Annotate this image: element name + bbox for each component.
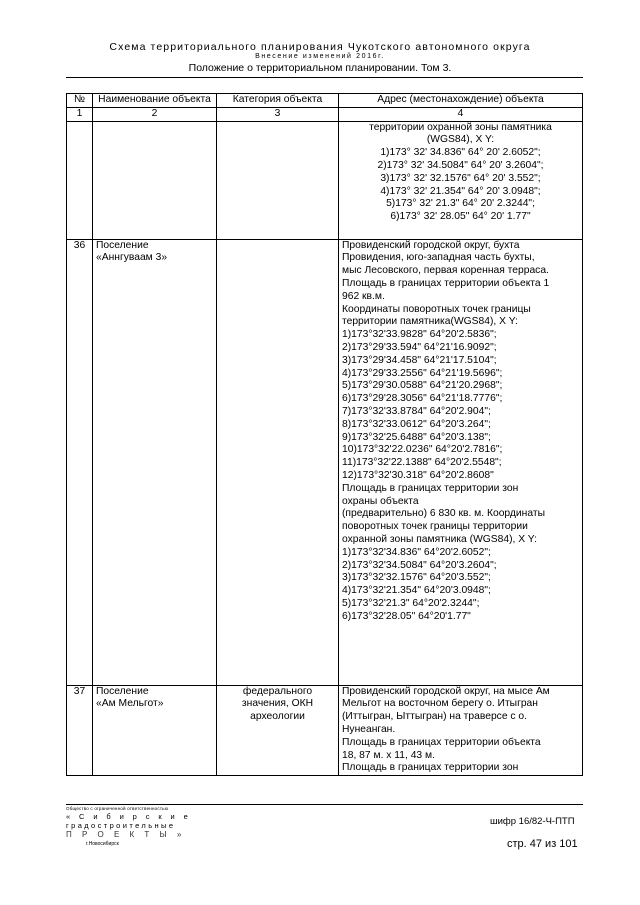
cell-address [339, 685, 583, 776]
text-line: Поселение [96, 685, 149, 697]
text-line: 7)173°32'33.8784" 64°20'2.904"; [342, 405, 491, 417]
text-line: (Иттыгран, Ыттыгран) на траверсе с о. [342, 711, 527, 723]
cell-name [93, 121, 217, 239]
table-row [67, 685, 583, 776]
text-line: 5)173° 32' 21.3" 64° 20' 2.3244"; [386, 198, 535, 210]
text-line: значения, ОКН [241, 698, 314, 710]
text-line: 6)173° 32' 28.05" 64° 20' 1.77" [390, 211, 531, 223]
text-line: археологии [250, 711, 305, 723]
table-row [67, 239, 583, 685]
table-row-continuation [67, 121, 583, 239]
column-header-num: № [67, 94, 93, 108]
text-line: Нунеанган. [342, 723, 396, 735]
text-line: 2)173° 32' 34.5084" 64° 20' 3.2604"; [377, 159, 544, 171]
text-line: 8)173°32'33.0612" 64°20'3.264"; [342, 418, 491, 430]
text-line: 12)173°32'30.318" 64°20'2.8608" [342, 469, 494, 481]
text-line: Площадь в границах территории зон [342, 762, 519, 774]
text-line: поворотных точек границы территории [342, 521, 528, 533]
text-line: Провиденский городской округ, на мысе Ам [342, 685, 550, 697]
footer-rule [66, 804, 583, 805]
text-line: 11)173°32'22.1388" 64°20'2.5548"; [342, 457, 502, 469]
company-logo [66, 806, 206, 847]
text-line: 6)173°29'28.3056" 64°21'18.7776"; [342, 393, 503, 405]
text-line: 10)173°32'22.0236" 64°20'2.7816"; [342, 444, 503, 456]
text-line: 4)173°29'33.2556" 64°21'19.5696"; [342, 367, 503, 379]
text-line: Координаты поворотных точек границы [342, 303, 531, 315]
text-line: 962 кв.м. [342, 290, 385, 302]
logo-city: г.Новосибирск [86, 841, 119, 847]
text-line: 2)173°32'34.5084" 64°20'3.2604"; [342, 559, 497, 571]
text-line: «Ам Мельгот» [96, 698, 164, 710]
text-line: территории памятника(WGS84), X Y: [342, 316, 518, 328]
text-line: 3)173°29'34.458" 64°21'17.5104"; [342, 354, 497, 366]
header-rule [66, 77, 583, 78]
document-title: Схема территориального планирования Чукотского автономного округа [109, 41, 531, 53]
logo-org-type: Общество с ограниченной ответственностью [66, 806, 169, 811]
text-line: (WGS84), X Y: [426, 134, 495, 146]
cell-num [67, 121, 93, 239]
cell-address [339, 121, 583, 239]
objects-table [66, 93, 583, 776]
cell-name [93, 685, 217, 776]
cell-name [93, 239, 217, 685]
cell-num: 36 [67, 239, 93, 685]
column-number-row [67, 107, 583, 121]
cell-address [339, 239, 583, 685]
text-line: федерального [242, 685, 313, 697]
text-line: 4)173°32'21.354" 64°20'3.0948"; [342, 585, 491, 597]
text-line: (предварительно) 6 830 кв. м. Координаты [342, 508, 545, 520]
cell-category [217, 121, 339, 239]
text-line: 3)173° 32' 32.1576" 64° 20' 3.552"; [380, 172, 541, 184]
text-line: 1)173°32'34.836" 64°20'2.6052"; [342, 546, 491, 558]
text-line: Площадь в границах территории зон [342, 482, 519, 494]
text-line: Провиденский городской округ, бухта [342, 239, 520, 251]
page-number: стр. 47 из 101 [507, 838, 578, 850]
column-number: 4 [339, 107, 583, 121]
logo-line-2: градостроительные [66, 821, 176, 830]
document-subtitle: Внесение изменений 2016г. [255, 53, 385, 60]
text-line: Площадь в границах территории объекта 1 [342, 277, 550, 289]
document-cipher: шифр 16/82-Ч-ПТП [490, 816, 575, 827]
text-line: 2)173°29'33.594" 64°21'16.9092"; [342, 341, 497, 353]
column-header-category: Категория объекта [217, 94, 339, 108]
text-line: охраны объекта [342, 495, 419, 507]
text-line: Площадь в границах территории объекта [342, 736, 541, 748]
text-line: охранной зоны памятника (WGS84), X Y: [342, 533, 537, 545]
text-line: 1)173° 32' 34.836" 64° 20' 2.6052"; [380, 147, 541, 159]
column-header-address: Адрес (местонахождение) объекта [339, 94, 583, 108]
volume-title: Положение о территориальном планировании. Том 3. [188, 62, 452, 74]
column-number: 1 [67, 107, 93, 121]
text-line: территории охранной зоны памятника [369, 121, 552, 133]
text-line: 5)173°32'21.3" 64°20'2.3244"; [342, 597, 480, 609]
logo-line-1: « С и б и р с к и е [66, 812, 192, 821]
text-line: «Аннгуваам 3» [96, 252, 168, 264]
text-line: мыс Лесовского, первая коренная терраса. [342, 265, 549, 277]
text-line: 3)173°32'32.1576" 64°20'3.552"; [342, 572, 491, 584]
text-line: Поселение [96, 239, 149, 251]
logo-line-3: П Р О Е К Т Ы » [66, 830, 186, 839]
text-line: Мельгот на восточном берегу о. Итыгран [342, 698, 538, 710]
text-line: 6)173°32'28.05" 64°20'1.77" [342, 610, 471, 622]
column-header-name: Наименование объекта [93, 94, 217, 108]
text-line: 9)173°32'25.6488" 64°20'3.138"; [342, 431, 491, 443]
cell-num: 37 [67, 685, 93, 776]
cell-category [217, 239, 339, 685]
text-line: Провидения, юго-западная часть бухты, [342, 252, 535, 264]
column-number: 3 [217, 107, 339, 121]
column-number: 2 [93, 107, 217, 121]
text-line: 4)173° 32' 21.354" 64° 20' 3.0948"; [380, 185, 541, 197]
table-header-row [67, 94, 583, 108]
text-line: 5)173°29'30.0588" 64°21'20.2968"; [342, 380, 503, 392]
text-line: 18, 87 м. х 11, 43 м. [342, 749, 435, 761]
cell-category [217, 685, 339, 776]
text-line: 1)173°32'33.9828" 64°20'2.5836"; [342, 329, 497, 341]
